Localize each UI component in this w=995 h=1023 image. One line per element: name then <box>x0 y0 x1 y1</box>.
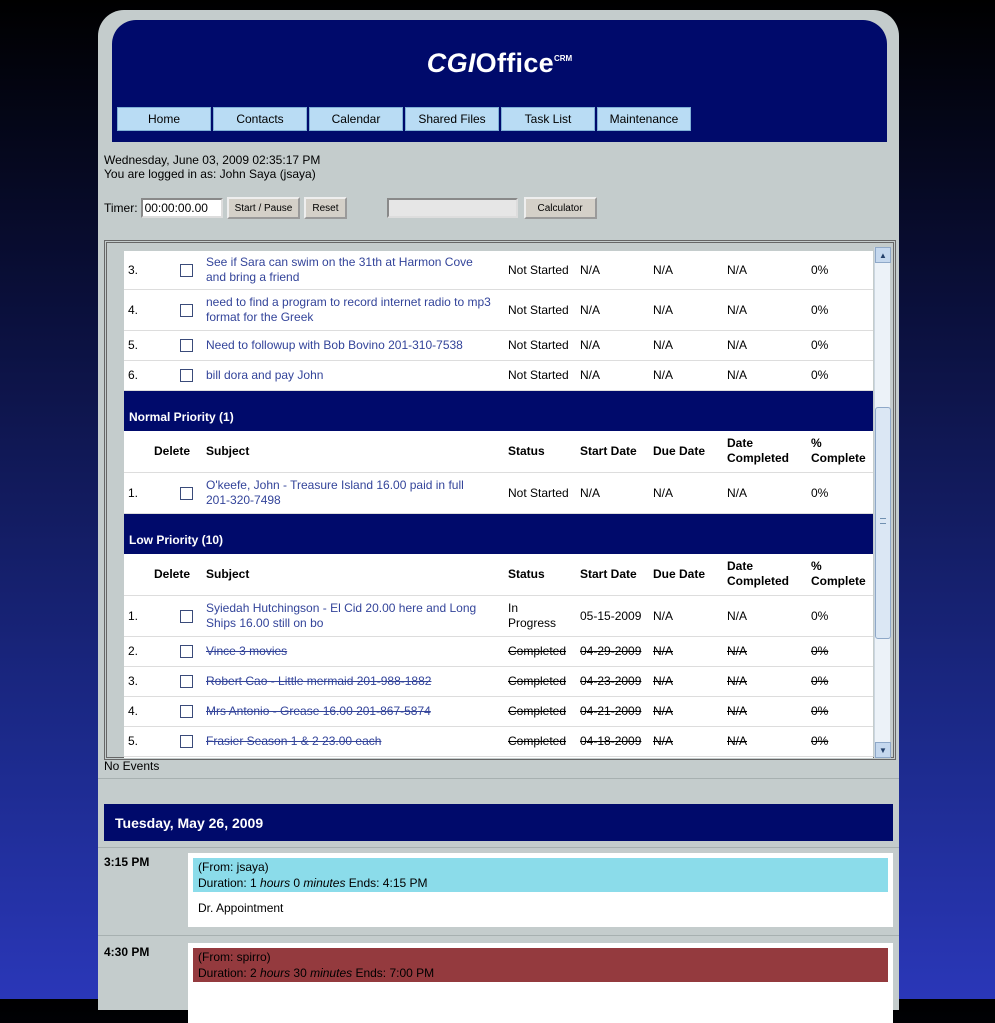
column-headers <box>124 554 873 595</box>
task-status: Completed <box>504 696 576 726</box>
task-start-date: 04-18-2009 <box>576 726 649 756</box>
task-date-completed: N/A <box>723 472 807 513</box>
task-start-date: 04-21-2009 <box>576 696 649 726</box>
task-subject-link[interactable]: Robert Cao - Little mermaid 201-988-1882 <box>206 673 432 688</box>
col-subject: Subject <box>202 554 504 595</box>
task-pct-complete: 0% <box>807 726 873 756</box>
task-start-date: N/A <box>576 251 649 289</box>
task-date-completed: N/A <box>723 696 807 726</box>
task-status: Completed <box>504 666 576 696</box>
task-pct-complete: 0% <box>807 251 873 289</box>
column-headers <box>124 431 873 472</box>
nav-calendar[interactable]: Calendar <box>309 107 403 131</box>
task-start-date: N/A <box>576 330 649 360</box>
task-status: Not Started <box>504 360 576 390</box>
task-status: Completed <box>504 636 576 666</box>
task-date-completed: N/A <box>723 666 807 696</box>
task-subject-link[interactable]: need to find a program to record internet radio to mp3 format for the Greek <box>206 294 491 324</box>
low-priority-header: Low Priority (10) <box>124 513 873 554</box>
col-status: Status <box>504 431 576 472</box>
main-nav <box>117 107 693 131</box>
col-date-completed: Date Completed <box>723 554 807 595</box>
nav-contacts[interactable]: Contacts <box>213 107 307 131</box>
col-pct-complete: % Complete <box>807 431 873 472</box>
task-date-completed: N/A <box>723 726 807 756</box>
task-list-scroll[interactable] <box>124 251 873 758</box>
table-row: 4. need to find a program to record internet radio to mp3 format for the Greek Not Started N/A N/A N/A 0% <box>124 289 873 330</box>
divider <box>98 847 899 848</box>
session-info <box>104 153 320 181</box>
task-subject-link[interactable]: Mrs Antonio - Grease 16.00 201-867-5874 <box>206 703 431 718</box>
task-subject-link[interactable]: Syiedah Hutchingson - El Cid 20.00 here and Long Ships 16.00 still on bo <box>206 600 477 630</box>
task-start-date: 04-29-2009 <box>576 636 649 666</box>
col-subject: Subject <box>202 431 504 472</box>
event-time: 4:30 PM <box>104 945 150 959</box>
task-status: Not Started <box>504 289 576 330</box>
task-list-scrollbar[interactable] <box>874 247 890 758</box>
task-status: Not Started <box>504 330 576 360</box>
event-summary: (From: jsaya) Duration: 1 hours 0 minutes Ends: 4:15 PM <box>193 858 888 892</box>
delete-checkbox[interactable] <box>180 304 193 317</box>
nav-task-list[interactable]: Task List <box>501 107 595 131</box>
task-due-date: N/A <box>649 636 723 666</box>
task-due-date: N/A <box>649 472 723 513</box>
task-pct-complete: 0% <box>807 595 873 636</box>
task-pct-complete: 0% <box>807 696 873 726</box>
task-status: Completed <box>504 726 576 756</box>
scroll-down-arrow-icon[interactable]: ▼ <box>875 742 891 758</box>
table-row: 5. Frasier Season 1 & 2 23.00 each Completed 04-18-2009 N/A N/A 0% <box>124 726 873 756</box>
col-delete: Delete <box>150 554 202 595</box>
divider <box>98 935 899 936</box>
task-start-date: N/A <box>576 472 649 513</box>
nav-home[interactable]: Home <box>117 107 211 131</box>
event-time: 3:15 PM <box>104 855 150 869</box>
scrollbar-thumb[interactable] <box>875 407 891 639</box>
calculator-input[interactable] <box>387 198 518 218</box>
table-row: 6. bill dora and pay John Not Started N/A N/A N/A 0% <box>124 360 873 390</box>
timer-input[interactable] <box>141 198 223 218</box>
task-subject-link[interactable]: See if Sara can swim on the 31th at Harmon Cove and bring a friend <box>206 254 473 284</box>
no-events-text: No Events <box>104 759 160 773</box>
nav-shared-files[interactable]: Shared Files <box>405 107 499 131</box>
delete-checkbox[interactable] <box>180 735 193 748</box>
delete-checkbox[interactable] <box>180 610 193 623</box>
task-table <box>124 251 873 757</box>
task-subject-link[interactable]: Vince 3 movies <box>206 643 288 658</box>
table-row: 4. Mrs Antonio - Grease 16.00 201-867-5874 Completed 04-21-2009 N/A N/A 0% <box>124 696 873 726</box>
task-date-completed: N/A <box>723 636 807 666</box>
task-start-date: N/A <box>576 360 649 390</box>
task-due-date: N/A <box>649 666 723 696</box>
task-due-date: N/A <box>649 360 723 390</box>
app-header <box>112 20 887 142</box>
task-start-date: 05-15-2009 <box>576 595 649 636</box>
task-due-date: N/A <box>649 330 723 360</box>
task-pct-complete: 0% <box>807 330 873 360</box>
col-start-date: Start Date <box>576 554 649 595</box>
nav-maintenance[interactable]: Maintenance <box>597 107 691 131</box>
col-date-completed: Date Completed <box>723 431 807 472</box>
event-title: Dr. Appointment <box>198 901 284 915</box>
app-logo: CGIOffice$^{CRM}$ <box>426 48 573 78</box>
delete-checkbox[interactable] <box>180 369 193 382</box>
app-frame <box>98 10 899 1010</box>
delete-checkbox[interactable] <box>180 264 193 277</box>
normal-priority-header: Normal Priority (1) <box>124 390 873 431</box>
table-row: 3. See if Sara can swim on the 31th at Harmon Cove and bring a friend Not Started N/A N/A N/A 0% <box>124 251 873 289</box>
table-row: 3. Robert Cao - Little mermaid 201-988-1882 Completed 04-23-2009 N/A N/A 0% <box>124 666 873 696</box>
col-status: Status <box>504 554 576 595</box>
task-subject-link[interactable]: Need to followup with Bob Bovino 201-310-7538 <box>206 337 463 352</box>
delete-checkbox[interactable] <box>180 645 193 658</box>
table-row: 1. Syiedah Hutchingson - El Cid 20.00 here and Long Ships 16.00 still on bo In Progress 05-15-2009 N/A N/A 0% <box>124 595 873 636</box>
col-due-date: Due Date <box>649 554 723 595</box>
task-status: Not Started <box>504 251 576 289</box>
delete-checkbox[interactable] <box>180 339 193 352</box>
task-date-completed: N/A <box>723 289 807 330</box>
calculator-button[interactable]: Calculator <box>524 197 597 219</box>
task-date-completed: N/A <box>723 251 807 289</box>
task-subject-link[interactable]: bill dora and pay John <box>206 367 324 382</box>
col-pct-complete: % Complete <box>807 554 873 595</box>
task-status: In Progress <box>504 595 576 636</box>
col-due-date: Due Date <box>649 431 723 472</box>
task-due-date: N/A <box>649 696 723 726</box>
table-row: 5. Need to followup with Bob Bovino 201-310-7538 Not Started N/A N/A N/A 0% <box>124 330 873 360</box>
table-row: 1. O'keefe, John - Treasure Island 16.00 paid in full 201-320-7498 Not Started N/A N/A N/A 0% <box>124 472 873 513</box>
delete-checkbox[interactable] <box>180 675 193 688</box>
task-pct-complete: 0% <box>807 636 873 666</box>
col-start-date: Start Date <box>576 431 649 472</box>
delete-checkbox[interactable] <box>180 705 193 718</box>
task-subject-link[interactable]: Frasier Season 1 & 2 23.00 each <box>206 733 382 748</box>
task-due-date: N/A <box>649 595 723 636</box>
task-start-date: 04-23-2009 <box>576 666 649 696</box>
calendar-event[interactable] <box>188 943 893 1023</box>
event-summary: (From: spirro) Duration: 2 hours 30 minutes Ends: 7:00 PM <box>193 948 888 982</box>
task-pct-complete: 0% <box>807 360 873 390</box>
task-start-date: N/A <box>576 289 649 330</box>
scroll-up-arrow-icon[interactable]: ▲ <box>875 247 891 263</box>
table-row: 2. Vince 3 movies Completed 04-29-2009 N/A N/A 0% <box>124 636 873 666</box>
task-pct-complete: 0% <box>807 289 873 330</box>
calendar-day-header: Tuesday, May 26, 2009 <box>104 804 893 841</box>
logged-in-user: You are logged in as: John Saya (jsaya) <box>104 167 316 181</box>
delete-checkbox[interactable] <box>180 487 193 500</box>
current-datetime: Wednesday, June 03, 2009 02:35:17 PM <box>104 153 321 167</box>
start-pause-button[interactable]: Start / Pause <box>227 197 301 219</box>
timer-label: Timer: <box>104 201 138 215</box>
task-due-date: N/A <box>649 251 723 289</box>
divider <box>98 778 899 779</box>
task-due-date: N/A <box>649 289 723 330</box>
task-date-completed: N/A <box>723 330 807 360</box>
task-date-completed: N/A <box>723 360 807 390</box>
timer-toolbar <box>104 197 597 219</box>
task-due-date: N/A <box>649 726 723 756</box>
task-pct-complete: 0% <box>807 666 873 696</box>
task-list-panel <box>104 240 896 760</box>
task-status: Not Started <box>504 472 576 513</box>
reset-button[interactable]: Reset <box>304 197 346 219</box>
task-date-completed: N/A <box>723 595 807 636</box>
task-pct-complete: 0% <box>807 472 873 513</box>
task-subject-link[interactable]: O'keefe, John - Treasure Island 16.00 paid in full 201-320-7498 <box>206 477 464 507</box>
col-delete: Delete <box>150 431 202 472</box>
calendar-event[interactable] <box>188 853 893 927</box>
